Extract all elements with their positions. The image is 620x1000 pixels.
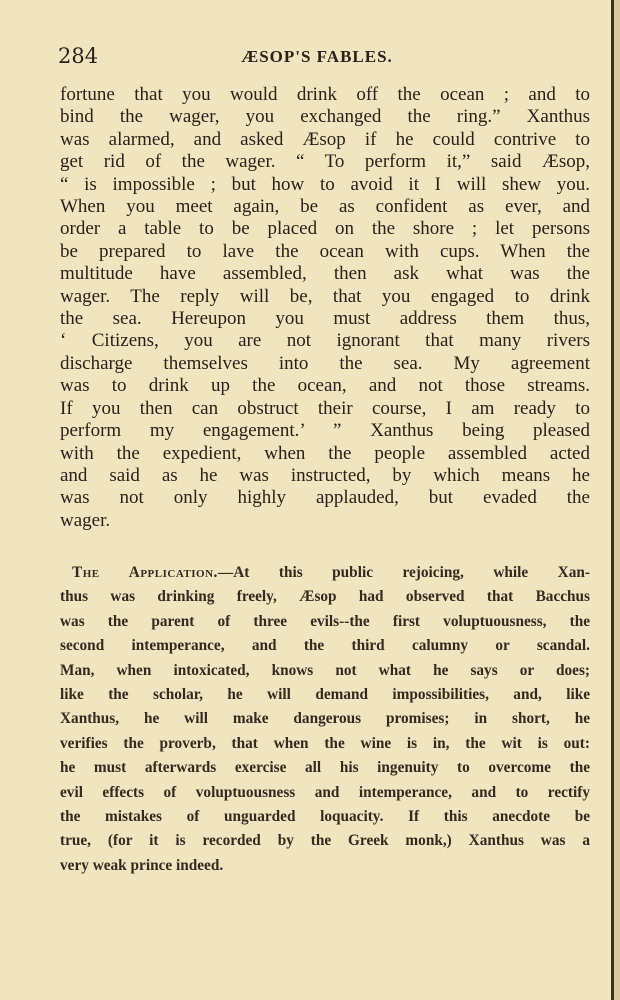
text-line: If you then can obstruct their course, I am ready to — [60, 397, 590, 419]
text-line: perform my engagement.’ ” Xanthus being pleased — [60, 420, 590, 442]
text-line: was not only highly applauded, but evaded the — [60, 487, 590, 509]
main-text — [60, 84, 590, 532]
running-title: ÆSOP'S FABLES. — [241, 47, 393, 66]
text-line: was to drink up the ocean, and not those streams. — [60, 375, 590, 397]
application-paragraph — [60, 561, 590, 878]
text-line: and said as he was instructed, by which means he — [60, 464, 590, 486]
text-run: —At this public rejoicing, while Xan- — [217, 564, 590, 581]
text-line: wager. The reply will be, that you engaged to drink — [60, 285, 590, 307]
text-line: like the scholar, he will demand impossibilities, and, like — [60, 686, 590, 704]
text-line: When you meet again, be as confident as ever, and — [60, 196, 590, 218]
text-line: wager. — [60, 509, 111, 531]
text-line: bind the wager, you exchanged the ring.” Xanthus — [60, 106, 590, 128]
text-line: ‘ Citizens, you are not ignorant that many rivers — [60, 330, 590, 352]
text-line: second intemperance, and the third calumny or scandal. — [60, 637, 590, 655]
text-line: Xanthus, he will make dangerous promises; in short, he — [60, 710, 590, 728]
text-line: get rid of the wager. “ To perform it,” said Æsop, — [60, 151, 590, 173]
text-line: the sea. Hereupon you must address them thus, — [60, 308, 590, 330]
text-line: discharge themselves into the sea. My agreement — [60, 352, 590, 374]
text-line: very weak prince indeed. — [60, 856, 224, 874]
text-line: he must afterwards exercise all his ingenuity to overcome the — [60, 759, 590, 777]
text-line: evil effects of voluptuousness and intemperance, and to rectify — [60, 783, 590, 801]
text-line: “ is impossible ; but how to avoid it I will shew you. — [60, 173, 590, 195]
text-line: thus was drinking freely, Æsop had observed that Bacchus — [60, 588, 590, 606]
page-edge — [611, 0, 614, 1000]
text-line: fortune that you would drink off the ocean ; and to — [60, 84, 590, 105]
page-header — [44, 44, 590, 74]
text-line: Man, when intoxicated, knows not what he says or does; — [60, 661, 590, 679]
page-number: 284 — [58, 44, 99, 68]
application-first-line — [60, 561, 590, 585]
text-line: true, (for it is recorded by the Greek monk,) Xanthus was a — [60, 832, 590, 850]
text-line: was the parent of three evils--the first voluptuousness, the — [60, 612, 590, 630]
text-line: be prepared to lave the ocean with cups. When the — [60, 240, 590, 262]
text-line: verifies the proverb, that when the wine is in, the wit is out: — [60, 734, 590, 752]
text-line: with the expedient, when the people assembled acted — [60, 442, 590, 464]
text-line: was alarmed, and asked Æsop if he could contrive to — [60, 128, 590, 150]
text-line: order a table to be placed on the shore ; let persons — [60, 218, 590, 240]
text-line: the mistakes of unguarded loquacity. If this anecdote be — [60, 808, 590, 826]
page-edge-shadow — [614, 0, 620, 1000]
application-heading: The Application. — [72, 564, 218, 581]
text-line: multitude have assembled, then ask what was the — [60, 263, 590, 285]
